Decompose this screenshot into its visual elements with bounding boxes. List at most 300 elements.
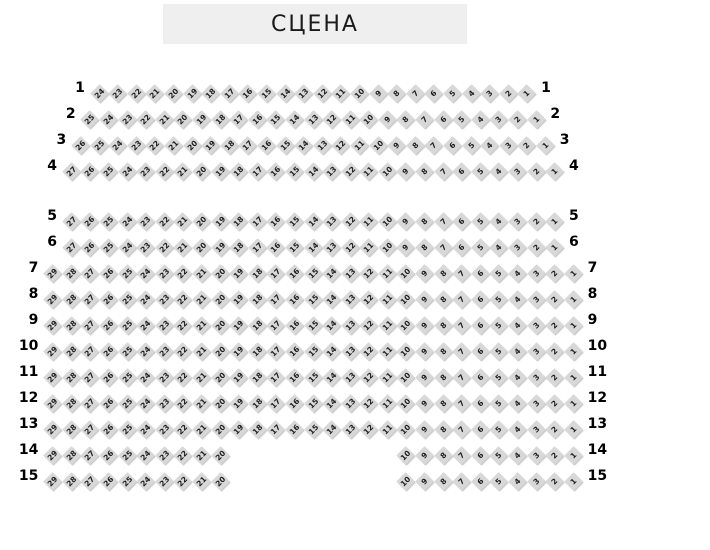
seat[interactable]: 21 bbox=[146, 84, 164, 102]
seat[interactable]: 15 bbox=[304, 264, 322, 282]
seat[interactable]: 4 bbox=[508, 264, 526, 282]
seat[interactable]: 6 bbox=[471, 446, 489, 464]
seat[interactable]: 29 bbox=[43, 446, 61, 464]
seat[interactable]: 7 bbox=[453, 264, 471, 282]
seat[interactable]: 29 bbox=[43, 472, 61, 490]
seat[interactable]: 6 bbox=[471, 342, 489, 360]
seat[interactable]: 6 bbox=[471, 316, 489, 334]
seat[interactable]: 25 bbox=[118, 342, 136, 360]
seat[interactable]: 10 bbox=[369, 136, 387, 154]
seat[interactable]: 14 bbox=[276, 84, 294, 102]
seat[interactable]: 29 bbox=[43, 420, 61, 438]
seat[interactable]: 8 bbox=[434, 264, 452, 282]
seat[interactable]: 25 bbox=[99, 238, 117, 256]
seat[interactable]: 7 bbox=[425, 136, 443, 154]
seat[interactable]: 21 bbox=[192, 290, 210, 308]
seat[interactable]: 29 bbox=[43, 368, 61, 386]
seat[interactable]: 18 bbox=[220, 136, 238, 154]
seat[interactable]: 13 bbox=[341, 420, 359, 438]
seat[interactable]: 24 bbox=[136, 342, 154, 360]
seat[interactable]: 8 bbox=[434, 290, 452, 308]
seat[interactable]: 22 bbox=[174, 290, 192, 308]
seat[interactable]: 27 bbox=[81, 342, 99, 360]
seat[interactable]: 21 bbox=[192, 420, 210, 438]
seat[interactable]: 3 bbox=[527, 264, 545, 282]
seat[interactable]: 12 bbox=[360, 368, 378, 386]
seat[interactable]: 18 bbox=[202, 84, 220, 102]
seat[interactable]: 19 bbox=[229, 290, 247, 308]
seat[interactable]: 24 bbox=[136, 264, 154, 282]
seat[interactable]: 11 bbox=[378, 368, 396, 386]
seat[interactable]: 2 bbox=[546, 342, 564, 360]
seat[interactable]: 5 bbox=[443, 84, 461, 102]
seat[interactable]: 11 bbox=[378, 316, 396, 334]
seat[interactable]: 17 bbox=[267, 342, 285, 360]
seat[interactable]: 13 bbox=[295, 84, 313, 102]
seat[interactable]: 24 bbox=[136, 316, 154, 334]
seat[interactable]: 23 bbox=[155, 316, 173, 334]
seat[interactable]: 18 bbox=[248, 420, 266, 438]
seat[interactable]: 20 bbox=[164, 84, 182, 102]
seat[interactable]: 28 bbox=[62, 472, 80, 490]
seat[interactable]: 21 bbox=[192, 368, 210, 386]
seat[interactable]: 20 bbox=[211, 342, 229, 360]
seat[interactable]: 15 bbox=[304, 420, 322, 438]
seat[interactable]: 8 bbox=[434, 316, 452, 334]
seat[interactable]: 22 bbox=[155, 238, 173, 256]
seat[interactable]: 14 bbox=[322, 342, 340, 360]
seat[interactable]: 20 bbox=[211, 368, 229, 386]
seat[interactable]: 5 bbox=[490, 420, 508, 438]
seat[interactable]: 2 bbox=[508, 110, 526, 128]
seat[interactable]: 3 bbox=[499, 136, 517, 154]
seat[interactable]: 29 bbox=[43, 394, 61, 412]
seat[interactable]: 14 bbox=[322, 420, 340, 438]
seat[interactable]: 16 bbox=[285, 264, 303, 282]
seat[interactable]: 9 bbox=[415, 446, 433, 464]
seat[interactable]: 18 bbox=[229, 212, 247, 230]
seat[interactable]: 26 bbox=[81, 162, 99, 180]
seat[interactable]: 1 bbox=[527, 110, 545, 128]
seat[interactable]: 28 bbox=[62, 264, 80, 282]
seat[interactable]: 9 bbox=[387, 136, 405, 154]
seat[interactable]: 20 bbox=[211, 394, 229, 412]
seat[interactable]: 6 bbox=[453, 212, 471, 230]
seat[interactable]: 17 bbox=[267, 368, 285, 386]
seat[interactable]: 14 bbox=[322, 316, 340, 334]
seat[interactable]: 3 bbox=[527, 290, 545, 308]
seat[interactable]: 12 bbox=[313, 84, 331, 102]
seat[interactable]: 8 bbox=[434, 420, 452, 438]
seat[interactable]: 12 bbox=[360, 290, 378, 308]
seat[interactable]: 22 bbox=[174, 420, 192, 438]
seat[interactable]: 1 bbox=[518, 84, 536, 102]
seat[interactable]: 25 bbox=[118, 472, 136, 490]
seat[interactable]: 11 bbox=[378, 290, 396, 308]
seat[interactable]: 7 bbox=[453, 420, 471, 438]
seat[interactable]: 20 bbox=[211, 290, 229, 308]
seat[interactable]: 20 bbox=[211, 316, 229, 334]
seat[interactable]: 27 bbox=[62, 162, 80, 180]
seat[interactable]: 21 bbox=[164, 136, 182, 154]
seat[interactable]: 7 bbox=[453, 316, 471, 334]
seat[interactable]: 28 bbox=[62, 446, 80, 464]
seat[interactable]: 19 bbox=[229, 316, 247, 334]
seat[interactable]: 25 bbox=[99, 212, 117, 230]
seat[interactable]: 14 bbox=[304, 238, 322, 256]
seat[interactable]: 26 bbox=[81, 212, 99, 230]
seat[interactable]: 19 bbox=[229, 342, 247, 360]
seat[interactable]: 28 bbox=[62, 316, 80, 334]
seat[interactable]: 12 bbox=[332, 136, 350, 154]
seat[interactable]: 11 bbox=[378, 342, 396, 360]
seat[interactable]: 1 bbox=[564, 420, 582, 438]
seat[interactable]: 21 bbox=[192, 394, 210, 412]
seat[interactable]: 27 bbox=[81, 264, 99, 282]
seat[interactable]: 14 bbox=[322, 264, 340, 282]
seat[interactable]: 7 bbox=[434, 238, 452, 256]
seat[interactable]: 24 bbox=[136, 394, 154, 412]
seat[interactable]: 5 bbox=[490, 472, 508, 490]
seat[interactable]: 3 bbox=[527, 394, 545, 412]
seat[interactable]: 26 bbox=[99, 264, 117, 282]
seat[interactable]: 29 bbox=[43, 290, 61, 308]
seat[interactable]: 3 bbox=[527, 446, 545, 464]
seat[interactable]: 1 bbox=[546, 238, 564, 256]
seat[interactable]: 22 bbox=[174, 342, 192, 360]
seat[interactable]: 17 bbox=[229, 110, 247, 128]
seat[interactable]: 5 bbox=[453, 110, 471, 128]
seat[interactable]: 17 bbox=[267, 316, 285, 334]
seat[interactable]: 19 bbox=[211, 162, 229, 180]
seat[interactable]: 1 bbox=[564, 446, 582, 464]
seat[interactable]: 17 bbox=[267, 394, 285, 412]
seat[interactable]: 18 bbox=[229, 162, 247, 180]
seat[interactable]: 20 bbox=[192, 162, 210, 180]
seat[interactable]: 11 bbox=[360, 238, 378, 256]
seat[interactable]: 28 bbox=[62, 368, 80, 386]
seat[interactable]: 13 bbox=[341, 316, 359, 334]
seat[interactable]: 3 bbox=[527, 472, 545, 490]
seat[interactable]: 23 bbox=[155, 394, 173, 412]
seat[interactable]: 7 bbox=[406, 84, 424, 102]
seat[interactable]: 14 bbox=[304, 162, 322, 180]
seat[interactable]: 14 bbox=[322, 394, 340, 412]
seat[interactable]: 21 bbox=[155, 110, 173, 128]
seat[interactable]: 6 bbox=[453, 238, 471, 256]
seat[interactable]: 23 bbox=[136, 162, 154, 180]
seat[interactable]: 24 bbox=[136, 290, 154, 308]
seat[interactable]: 26 bbox=[99, 290, 117, 308]
seat[interactable]: 28 bbox=[62, 394, 80, 412]
seat[interactable]: 12 bbox=[360, 394, 378, 412]
seat[interactable]: 6 bbox=[471, 394, 489, 412]
seat[interactable]: 9 bbox=[397, 212, 415, 230]
seat[interactable]: 20 bbox=[183, 136, 201, 154]
seat[interactable]: 26 bbox=[99, 342, 117, 360]
seat[interactable]: 27 bbox=[62, 238, 80, 256]
seat[interactable]: 9 bbox=[415, 420, 433, 438]
seat[interactable]: 2 bbox=[546, 472, 564, 490]
seat[interactable]: 8 bbox=[434, 368, 452, 386]
seat[interactable]: 11 bbox=[332, 84, 350, 102]
seat[interactable]: 24 bbox=[136, 420, 154, 438]
seat[interactable]: 15 bbox=[304, 342, 322, 360]
seat[interactable]: 18 bbox=[248, 290, 266, 308]
seat[interactable]: 6 bbox=[471, 420, 489, 438]
seat[interactable]: 22 bbox=[155, 212, 173, 230]
seat[interactable]: 1 bbox=[536, 136, 554, 154]
seat[interactable]: 16 bbox=[285, 394, 303, 412]
seat[interactable]: 5 bbox=[490, 290, 508, 308]
seat[interactable]: 19 bbox=[229, 368, 247, 386]
seat[interactable]: 22 bbox=[174, 446, 192, 464]
seat[interactable]: 10 bbox=[397, 420, 415, 438]
seat[interactable]: 7 bbox=[453, 446, 471, 464]
seat[interactable]: 1 bbox=[564, 368, 582, 386]
seat[interactable]: 29 bbox=[43, 316, 61, 334]
seat[interactable]: 6 bbox=[471, 368, 489, 386]
seat[interactable]: 15 bbox=[304, 290, 322, 308]
seat[interactable]: 10 bbox=[350, 84, 368, 102]
seat[interactable]: 13 bbox=[341, 368, 359, 386]
seat[interactable]: 19 bbox=[229, 394, 247, 412]
seat[interactable]: 4 bbox=[508, 446, 526, 464]
seat[interactable]: 25 bbox=[81, 110, 99, 128]
seat[interactable]: 16 bbox=[267, 212, 285, 230]
seat[interactable]: 25 bbox=[90, 136, 108, 154]
seat[interactable]: 19 bbox=[211, 212, 229, 230]
seat[interactable]: 23 bbox=[136, 212, 154, 230]
seat[interactable]: 4 bbox=[508, 316, 526, 334]
seat[interactable]: 24 bbox=[90, 84, 108, 102]
seat[interactable]: 7 bbox=[415, 110, 433, 128]
seat[interactable]: 21 bbox=[174, 162, 192, 180]
seat[interactable]: 16 bbox=[285, 342, 303, 360]
seat[interactable]: 3 bbox=[508, 212, 526, 230]
seat[interactable]: 22 bbox=[174, 394, 192, 412]
seat[interactable]: 10 bbox=[397, 316, 415, 334]
seat[interactable]: 22 bbox=[174, 472, 192, 490]
seat[interactable]: 22 bbox=[136, 110, 154, 128]
seat[interactable]: 8 bbox=[397, 110, 415, 128]
seat[interactable]: 12 bbox=[360, 316, 378, 334]
seat[interactable]: 4 bbox=[508, 420, 526, 438]
seat[interactable]: 9 bbox=[369, 84, 387, 102]
seat[interactable]: 4 bbox=[462, 84, 480, 102]
seat[interactable]: 4 bbox=[508, 368, 526, 386]
seat[interactable]: 27 bbox=[81, 290, 99, 308]
seat[interactable]: 5 bbox=[490, 264, 508, 282]
seat[interactable]: 25 bbox=[118, 368, 136, 386]
seat[interactable]: 9 bbox=[415, 472, 433, 490]
seat[interactable]: 27 bbox=[81, 316, 99, 334]
seat[interactable]: 23 bbox=[136, 238, 154, 256]
seat[interactable]: 2 bbox=[527, 212, 545, 230]
seat[interactable]: 10 bbox=[397, 368, 415, 386]
seat[interactable]: 15 bbox=[285, 212, 303, 230]
seat[interactable]: 11 bbox=[378, 394, 396, 412]
seat[interactable]: 1 bbox=[564, 264, 582, 282]
seat[interactable]: 10 bbox=[378, 162, 396, 180]
seat[interactable]: 28 bbox=[62, 342, 80, 360]
seat[interactable]: 9 bbox=[415, 342, 433, 360]
seat[interactable]: 9 bbox=[415, 264, 433, 282]
seat[interactable]: 2 bbox=[546, 316, 564, 334]
seat[interactable]: 12 bbox=[341, 238, 359, 256]
seat[interactable]: 18 bbox=[248, 264, 266, 282]
seat[interactable]: 4 bbox=[508, 472, 526, 490]
seat[interactable]: 2 bbox=[518, 136, 536, 154]
seat[interactable]: 16 bbox=[267, 238, 285, 256]
seat[interactable]: 19 bbox=[229, 264, 247, 282]
seat[interactable]: 12 bbox=[341, 162, 359, 180]
seat[interactable]: 28 bbox=[62, 290, 80, 308]
seat[interactable]: 10 bbox=[397, 290, 415, 308]
seat[interactable]: 17 bbox=[220, 84, 238, 102]
seat[interactable]: 17 bbox=[248, 212, 266, 230]
seat[interactable]: 11 bbox=[360, 212, 378, 230]
seat[interactable]: 9 bbox=[397, 162, 415, 180]
seat[interactable]: 3 bbox=[480, 84, 498, 102]
seat[interactable]: 11 bbox=[350, 136, 368, 154]
seat[interactable]: 16 bbox=[285, 290, 303, 308]
seat[interactable]: 25 bbox=[118, 264, 136, 282]
seat[interactable]: 22 bbox=[174, 368, 192, 386]
seat[interactable]: 10 bbox=[397, 394, 415, 412]
seat[interactable]: 5 bbox=[490, 446, 508, 464]
seat[interactable]: 16 bbox=[285, 420, 303, 438]
seat[interactable]: 12 bbox=[341, 212, 359, 230]
seat[interactable]: 17 bbox=[267, 264, 285, 282]
seat[interactable]: 5 bbox=[471, 212, 489, 230]
seat[interactable]: 27 bbox=[81, 394, 99, 412]
seat[interactable]: 1 bbox=[564, 316, 582, 334]
seat[interactable]: 22 bbox=[174, 264, 192, 282]
seat[interactable]: 15 bbox=[276, 136, 294, 154]
seat[interactable]: 2 bbox=[546, 290, 564, 308]
seat[interactable]: 13 bbox=[322, 162, 340, 180]
seat[interactable]: 10 bbox=[397, 446, 415, 464]
seat[interactable]: 17 bbox=[248, 162, 266, 180]
seat[interactable]: 26 bbox=[99, 420, 117, 438]
seat[interactable]: 1 bbox=[564, 394, 582, 412]
seat[interactable]: 14 bbox=[285, 110, 303, 128]
seat[interactable]: 8 bbox=[415, 162, 433, 180]
seat[interactable]: 6 bbox=[443, 136, 461, 154]
seat[interactable]: 13 bbox=[313, 136, 331, 154]
seat[interactable]: 1 bbox=[564, 290, 582, 308]
seat[interactable]: 1 bbox=[546, 212, 564, 230]
seat[interactable]: 5 bbox=[490, 316, 508, 334]
seat[interactable]: 24 bbox=[136, 368, 154, 386]
seat[interactable]: 9 bbox=[415, 290, 433, 308]
seat[interactable]: 19 bbox=[229, 420, 247, 438]
seat[interactable]: 13 bbox=[304, 110, 322, 128]
seat[interactable]: 6 bbox=[471, 472, 489, 490]
seat[interactable]: 27 bbox=[81, 368, 99, 386]
seat[interactable]: 8 bbox=[434, 394, 452, 412]
seat[interactable]: 3 bbox=[527, 420, 545, 438]
seat[interactable]: 29 bbox=[43, 264, 61, 282]
seat[interactable]: 6 bbox=[425, 84, 443, 102]
seat[interactable]: 27 bbox=[81, 420, 99, 438]
seat[interactable]: 3 bbox=[490, 110, 508, 128]
seat[interactable]: 23 bbox=[155, 368, 173, 386]
seat[interactable]: 13 bbox=[341, 342, 359, 360]
seat[interactable]: 13 bbox=[341, 264, 359, 282]
seat[interactable]: 25 bbox=[118, 290, 136, 308]
seat[interactable]: 23 bbox=[127, 136, 145, 154]
seat[interactable]: 14 bbox=[304, 212, 322, 230]
seat[interactable]: 23 bbox=[109, 84, 127, 102]
seat[interactable]: 15 bbox=[285, 162, 303, 180]
seat[interactable]: 4 bbox=[508, 342, 526, 360]
seat[interactable]: 29 bbox=[43, 342, 61, 360]
seat[interactable]: 23 bbox=[155, 472, 173, 490]
seat[interactable]: 21 bbox=[192, 472, 210, 490]
seat[interactable]: 21 bbox=[192, 264, 210, 282]
seat[interactable]: 13 bbox=[341, 290, 359, 308]
seat[interactable]: 5 bbox=[471, 238, 489, 256]
seat[interactable]: 7 bbox=[453, 472, 471, 490]
seat[interactable]: 15 bbox=[304, 368, 322, 386]
seat[interactable]: 1 bbox=[564, 472, 582, 490]
seat[interactable]: 12 bbox=[322, 110, 340, 128]
seat[interactable]: 15 bbox=[304, 316, 322, 334]
seat[interactable]: 27 bbox=[81, 446, 99, 464]
seat[interactable]: 6 bbox=[434, 110, 452, 128]
seat[interactable]: 23 bbox=[155, 290, 173, 308]
seat[interactable]: 3 bbox=[527, 368, 545, 386]
seat[interactable]: 5 bbox=[490, 394, 508, 412]
seat[interactable]: 10 bbox=[378, 238, 396, 256]
seat[interactable]: 20 bbox=[211, 472, 229, 490]
seat[interactable]: 20 bbox=[211, 420, 229, 438]
seat[interactable]: 27 bbox=[81, 472, 99, 490]
seat[interactable]: 23 bbox=[155, 342, 173, 360]
seat[interactable]: 7 bbox=[453, 342, 471, 360]
seat[interactable]: 4 bbox=[471, 110, 489, 128]
seat[interactable]: 26 bbox=[99, 368, 117, 386]
seat[interactable]: 23 bbox=[155, 264, 173, 282]
seat[interactable]: 24 bbox=[118, 212, 136, 230]
seat[interactable]: 7 bbox=[453, 368, 471, 386]
seat[interactable]: 5 bbox=[490, 368, 508, 386]
seat[interactable]: 14 bbox=[322, 368, 340, 386]
seat[interactable]: 26 bbox=[99, 446, 117, 464]
seat[interactable]: 13 bbox=[341, 394, 359, 412]
seat[interactable]: 17 bbox=[248, 238, 266, 256]
seat[interactable]: 2 bbox=[499, 84, 517, 102]
seat[interactable]: 8 bbox=[434, 472, 452, 490]
seat[interactable]: 25 bbox=[118, 420, 136, 438]
seat[interactable]: 15 bbox=[304, 394, 322, 412]
seat[interactable]: 26 bbox=[99, 394, 117, 412]
seat[interactable]: 15 bbox=[267, 110, 285, 128]
seat[interactable]: 8 bbox=[434, 446, 452, 464]
seat[interactable]: 8 bbox=[387, 84, 405, 102]
seat[interactable]: 9 bbox=[397, 238, 415, 256]
seat[interactable]: 17 bbox=[267, 290, 285, 308]
seat[interactable]: 2 bbox=[546, 368, 564, 386]
seat[interactable]: 20 bbox=[211, 446, 229, 464]
seat[interactable]: 18 bbox=[248, 316, 266, 334]
seat[interactable]: 4 bbox=[480, 136, 498, 154]
seat[interactable]: 4 bbox=[508, 394, 526, 412]
seat[interactable]: 24 bbox=[99, 110, 117, 128]
seat[interactable]: 9 bbox=[415, 368, 433, 386]
